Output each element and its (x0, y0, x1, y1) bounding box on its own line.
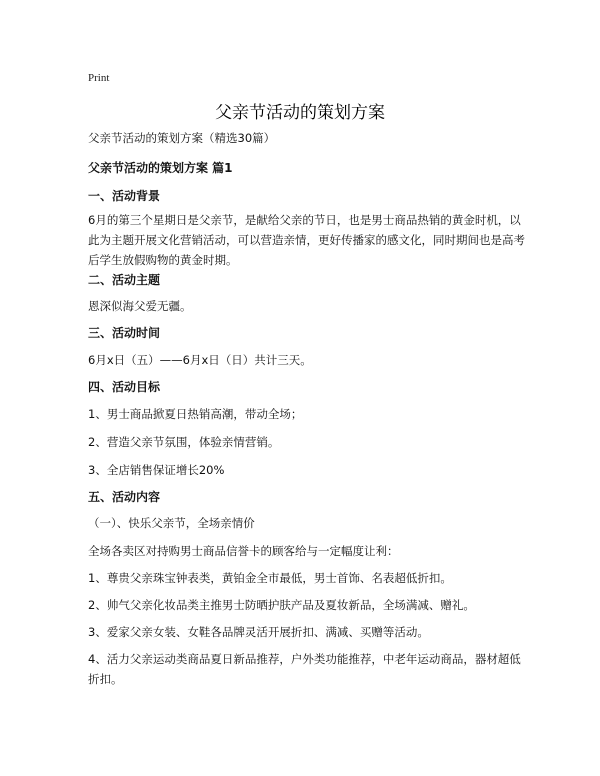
content-item: 1、尊贵父亲珠宝钟表类，黄铂金全市最低，男士首饰、名表超低折扣。 (88, 571, 452, 585)
goal-item: 2、营造父亲节氛围，体验亲情营销。 (88, 435, 280, 449)
section-heading: 父亲节活动的策划方案 篇1 (88, 161, 233, 175)
content-heading: 五、活动内容 (88, 490, 161, 504)
theme-heading: 二、活动主题 (88, 273, 161, 287)
goal-item: 1、男士商品掀夏日热销高潮，带动全场； (88, 407, 303, 421)
print-label[interactable]: Print (88, 72, 110, 84)
background-heading: 一、活动背景 (88, 189, 161, 203)
time-text: 6月x日（五）——6月x日（日）共计三天。 (88, 353, 312, 367)
content-intro: 全场各卖区对持购男士商品信誉卡的顾客给与一定幅度让利： (88, 544, 399, 558)
theme-text: 恩深似海父爱无疆。 (88, 299, 192, 313)
time-heading: 三、活动时间 (88, 326, 161, 340)
content-item: 4、活力父亲运动类商品夏日新品推荐，户外类功能推荐，中老年运动商品，器材超低折扣。 (88, 652, 521, 686)
content-item: 2、帅气父亲化妆品类主推男士防晒护肤产品及夏妆新品，全场满减、赠礼。 (88, 598, 475, 612)
content-item: 3、爱家父亲女装、女鞋各品牌灵活开展折扣、满减、买赠等活动。 (88, 625, 429, 639)
background-text: 6月的第三个星期日是父亲节，是献给父亲的节日，也是男士商品热销的黄金时机，以此为主题开展文化营销活动，可以营造亲情，更好传播家的感文化，同时期间也是高考后学生放假购物的黄金时期。 (88, 213, 525, 267)
goal-item: 3、全店销售保证增长20% (88, 463, 225, 477)
subtitle: 父亲节活动的策划方案（精选30篇） (88, 131, 276, 145)
content-subheading: （一）、快乐父亲节，全场亲情价 (88, 516, 255, 530)
document-title: 父亲节活动的策划方案 (215, 103, 385, 123)
goal-heading: 四、活动目标 (88, 380, 161, 394)
